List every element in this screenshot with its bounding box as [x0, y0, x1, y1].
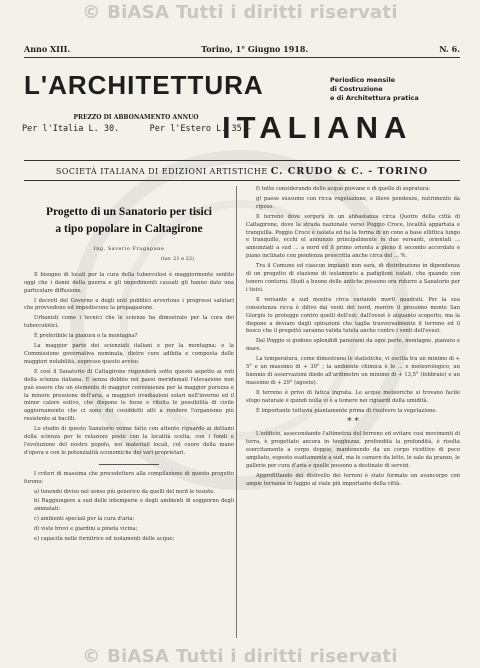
paragraph: Il terreno è privo di fatica ingrata. Le acque meteoriche si trovano facile sfogo naturale e quindi nulla vi è a temere nei riguardi della umidità. [246, 389, 460, 404]
publisher-name: C. CRUDO & C. - TORINO [270, 166, 429, 177]
list-item: a) tenendo diviso nel senso più generico da quelli del nord le tesiste. [34, 488, 215, 495]
paragraph: È preferibile la pianura o la montagna? [34, 333, 138, 340]
issue-year: Anno XIII. [24, 44, 71, 54]
periodical-line-3: e di Architettura pratica [330, 94, 419, 102]
article-right-column [246, 186, 460, 491]
header-rule [24, 57, 460, 58]
paragraph: Lo studio di questo Sanatorio venne fatto con attento riguardo ai dettami della scienza per le relazioni poste con la località scelta, con i fondi e l'evoluzione del nostro popolo, noi materiali locali, col cuore della mano d'opera e con le potenzialità economiche dei vari proprietari. [24, 426, 234, 456]
masthead-rule [24, 160, 460, 161]
section-separator [99, 464, 159, 465]
watermark-bottom: © BiASA Tutti i diritti riservati [82, 646, 398, 667]
paragraph: La temperatura, come dimostrano le statistiche, vi oscilla tra un minimo di + 5° e un massimo di + 30° ; la ambiente chimica è lo ... e meteorologico, un biennio di osservazioni diede all'ardimetro un minimo di + 13,5° (febbraio) e un massimo di + 29° (agosto). [246, 356, 460, 386]
periodical-description [330, 76, 470, 103]
paragraph: Tra il Comune ed ciascun impianti non sarà, di distribuzione in dipendenza di un progetto di stazione di isolamento a padiglioni isolati, che quando con tenero contorni. Studi a buone delle antiche possono ora ridurre a Sanatorio per i tisici. [246, 263, 460, 293]
publisher-line [24, 166, 460, 177]
column-divider [236, 186, 237, 638]
article-plates-note: (tav. 21 e 22) [160, 255, 194, 262]
article-left-column [24, 186, 234, 546]
paragraph: Il bisogno di locali per la cura della tubercolosi è maggiormente sentito oggi che i danni della guerra e gli impedimenti causati gli hanno dato una particolare diffusione. [24, 271, 234, 294]
list-item: b) Raggiungere a sud delle intemperie e degli ambienti di soggiorno degli ammalati: [34, 498, 234, 513]
issue-date: Torino, 1° Giugno 1918. [201, 44, 309, 54]
publisher-prefix: SOCIETÀ ITALIANA DI EDIZIONI ARTISTICHE [55, 167, 268, 176]
article-title-line-1: Progetto di un Sanatorio per tisici [45, 206, 212, 218]
issue-info [24, 44, 460, 54]
list-item: e) capacità nelle fornitrice ed isolamenti delle acque; [34, 536, 175, 543]
paragraph: Il versante a sud mostra circa variando morti quadrati. Per la sua consistenza ricca è dilivo dai venti del nord, mentre il prossimo monte San Giorgio lo protegge contro quelli dell'est; dall'ovest è alquanto scoperto, ma la dispone a deviare dagli spirazioni che taglia trasversalmente il terreno ed il bosco che il progettò saranno valida tutela anche contro i venti dell'ovest. [246, 296, 460, 335]
article-title [24, 204, 234, 238]
paragraph: I decreti del Governo e degli enti pubblici avvertono i progressi salutari che provvedono ed impediscono la propagazione. [24, 297, 234, 312]
price-abroad: Per l'Estero L. 35.- [149, 124, 252, 134]
list-intro: I criteri di massima che precedettero alla compilazione di questo progetto furono: [24, 470, 234, 485]
list-item: c) ambienti speciali per la cura d'aria; [34, 516, 135, 523]
paragraph: Il terreno dove sorgerà in un abbastanza circa Quotre della città di Caltagirone, dove la strada nazionale verso Poggio Croce, località appartata e tranquilla. Poggio Croce è isolata ed ha la forma di un cono a base ellittica lungo e tranquillo, ecchi el annunzio principalmente in due versanti, orientati ... annunziati a sud ... a nord ed il primo orienta a pieno il secondo accordato e piano inclinato con pendenza prescritta anche circa del ... %. [246, 213, 460, 260]
paragraph: Approfittando del dislivello dei terreni è stato formato un avancorpo con ampie terrazza in faggio al viale più importante della città. [246, 472, 460, 487]
periodical-line-1: Periodico mensile [330, 76, 396, 84]
publisher-rule [24, 180, 460, 181]
list-item: g) paese sussume con ricca vegetazione, e ilieve pendenze, nutrimento da riposo. [256, 195, 460, 210]
article-author: Ing. Saverio Fragapane [93, 246, 165, 252]
list-item: d) viste brevi e giardini a pineta vicina; [34, 526, 138, 533]
masthead-title-left: L'ARCHITETTURA [24, 70, 264, 100]
paragraph: Dal Poggio si godono splendidi panorami da ogni parte, montagne, pianura e mare. [246, 338, 460, 353]
list-item: f) tutte considerando delle acque piovane e di quelle di sopratura; [256, 186, 431, 192]
article-title-line-2: a tipo popolare in Caltagirone [55, 223, 203, 235]
paragraph: E così il Sanatorio di Caltagirone risponderà sotto questo aspetto ai voti della scienza italiana. E senza dubbio nei paesi meridionali l'elevazione non può essere che un elemento di maggior convenienza per la maggior purezza e la minore pressione dell'aria, a maggiori irradiazioni solari nell'inverno ed il minor calore estivo, che dispone le forze e ritolta le possibilità di civile aggiornamento che ci sono dei cosiddetti atti a rendere l'organismo più resistente ai bacilli. [24, 368, 234, 423]
subscription-heading: PREZZO DI ABBONAMENTO ANNUO [73, 114, 199, 121]
masthead-title-right: ITALIANA [222, 110, 413, 145]
subscription-prices [22, 124, 252, 134]
section-stars: * * [347, 417, 359, 428]
price-italy: Per l'Italia L. 30. [22, 124, 120, 134]
paragraph: La maggior parte dei scienziati italiani e per la montagna; e la Commissione governativa nominata, dietro cure adibita e composta delle maggiori notabilità, espresse questo avviso. [24, 343, 234, 365]
paragraph: È importante tuttavia piantamente prima di risolvere la vegetazione. [256, 407, 438, 414]
periodical-line-2: di Costruzione [330, 85, 383, 93]
watermark-top: © BiASA Tutti i diritti riservati [82, 2, 398, 23]
paragraph: Urbanisti come i tecnici che le scienze ha dimostrato per la cura dei tubercolotici. [24, 315, 234, 330]
issue-number: N. 6. [439, 44, 460, 54]
paragraph: L'edificio, assecondando l'altimetria del terreno ed evitare così movimenti di terra, è progettato ancora in lunghezza, profondità la profondità, è risolta esercitamente a corpo doppio, mantenendo da un corpo ricettivo di poco ampliato, esposto esattamente a sud, ma le camere da letto, le sale da pranzo, le gallerie per cura d'aria e quelle possono a destinate di servizi. [246, 431, 460, 469]
